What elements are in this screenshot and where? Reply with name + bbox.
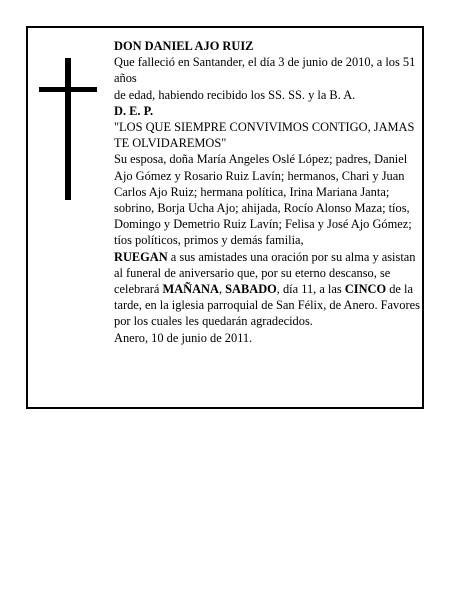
memorial-quote: "LOS QUE SIEMPRE CONVIVIMOS CONTIGO, JAMAS TE OLVIDAREMOS"	[114, 120, 415, 151]
request-text-1: a sus amistades una oración por su alma y asistan al funeral de aniversario que, por su eterno descanso, se celebrará	[114, 249, 416, 297]
sabado-label: SABADO	[225, 282, 277, 297]
request-text-3: de la tarde, en la iglesia parroquial de San Félix, de Anero. Favores por los cuales les quedarán agradecidos.	[114, 282, 420, 329]
obituary-notice	[26, 26, 424, 409]
funeral-request	[114, 249, 420, 330]
cross-icon	[39, 58, 97, 200]
dep-label: D. E. P.	[114, 103, 154, 118]
manana-label: MAÑANA	[162, 282, 219, 297]
cross-horizontal-bar	[39, 87, 97, 92]
deceased-name: DON DANIEL AJO RUIZ	[114, 39, 254, 53]
cinco-label: CINCO	[344, 282, 387, 297]
death-details-line-2: de edad, habiendo recibido los SS. SS. y la B. A.	[114, 87, 356, 102]
ruegan-label: RUEGAN	[114, 249, 168, 264]
request-text-2: , día 11, a las	[276, 282, 345, 297]
signoff-date: Anero, 10 de junio de 2011.	[114, 330, 253, 345]
request-comma: ,	[218, 282, 226, 297]
notice-text	[114, 38, 420, 346]
death-details-line-1: Que falleció en Santander, el día 3 de junio de 2010, a los 51 años	[114, 55, 416, 86]
cross-vertical-bar	[65, 58, 71, 200]
family-list: Su esposa, doña María Angeles Oslé López; padres, Daniel Ajo Gómez y Rosario Ruiz Lavín; hermanos, Chari y Juan Carlos Ajo Ruiz; hermana política, Irina Mariana Janta; sobrino, Borja Ucha Ajo; ahijada, Rocío Alonso Maza; tíos, Domingo y Demetrio Ruiz Lavín; Felisa y José Ajo Gómez; tíos políticos, primos y demás familia,	[114, 152, 412, 248]
